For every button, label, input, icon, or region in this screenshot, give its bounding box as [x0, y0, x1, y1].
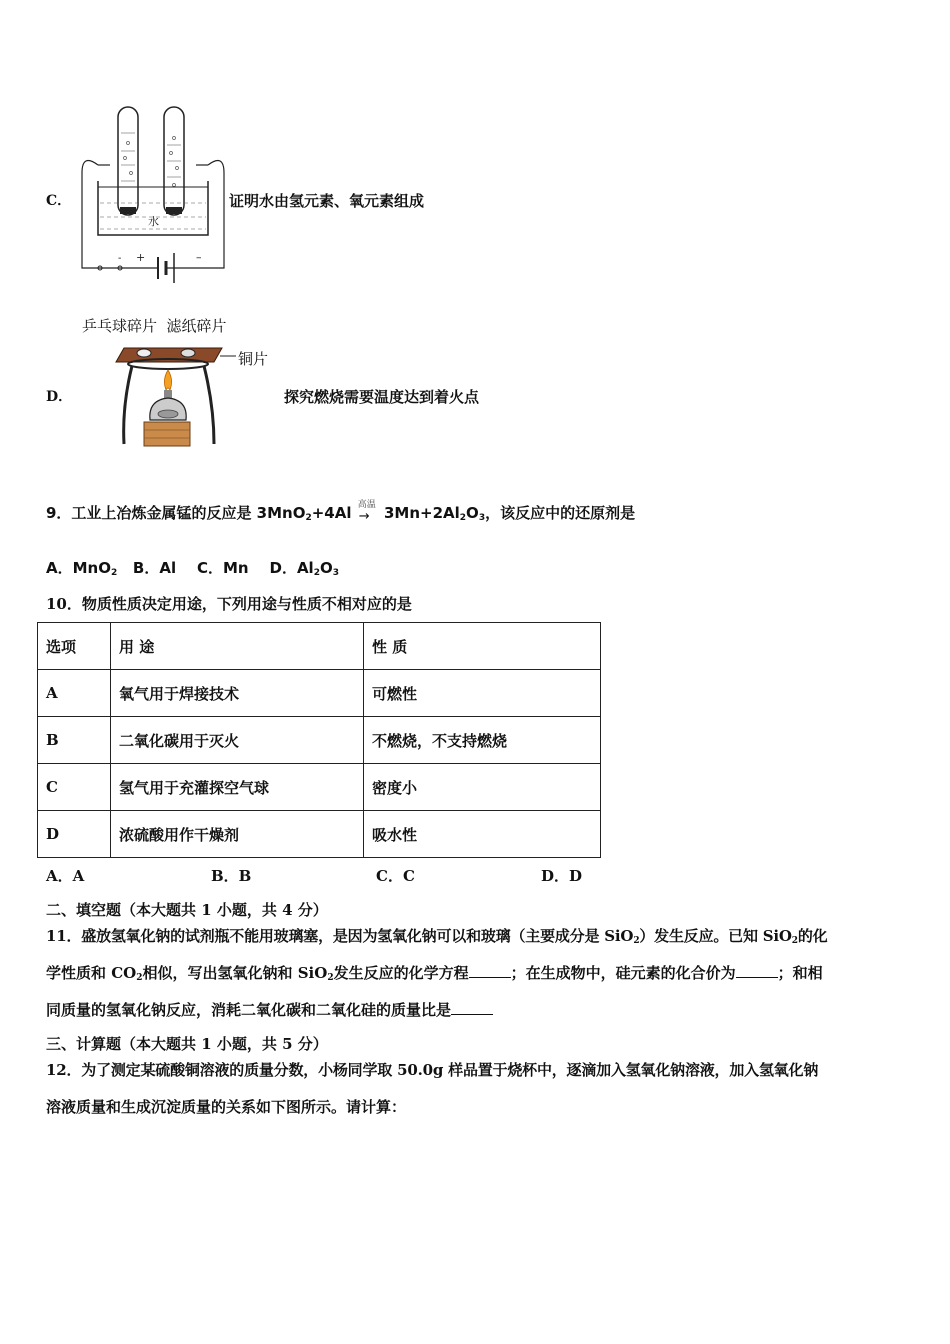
q9-option-c: C．Mn	[196, 559, 249, 577]
header-cell: 性 质	[364, 623, 601, 670]
q10-stem: 10．物质性质决定用途，下列用途与性质不相对应的是	[46, 595, 412, 613]
answer-blank	[469, 965, 511, 978]
q10-option-d: D．D	[541, 867, 583, 885]
figure-label-fragments: 乒乓球碎片 滤纸碎片	[82, 317, 227, 335]
table-header-row	[38, 623, 601, 670]
answer-blank	[736, 965, 778, 978]
q9-option-b: B．Al	[132, 559, 177, 577]
combustion-experiment-figure	[110, 336, 240, 452]
reaction-condition-arrow: 高温 →	[357, 500, 376, 524]
section2-heading: 二、填空题（本大题共 1 小题，共 4 分）	[46, 901, 328, 919]
q11-line2: 学性质和 $CO_2$相似，写出氢氧化钠和 SiO$_2$发生反应的化学方程 ；在生成物中，硅元素的化合价为 ；和相	[46, 964, 823, 983]
header-cell: 选项	[38, 623, 111, 670]
water-label: 水	[148, 215, 159, 228]
q9-option-a: A．MnO$_2$	[46, 559, 118, 578]
option-d-caption: 探究燃烧需要温度达到着火点	[284, 388, 480, 406]
q10-option-c: C．C	[376, 867, 415, 885]
svg-text:–: –	[196, 251, 202, 264]
table-row: D 浓硫酸用作干燥剂 吸水性	[38, 811, 601, 858]
table-row: B 二氧化碳用于灭火 不燃烧，不支持燃烧	[38, 717, 601, 764]
svg-text:+: +	[136, 251, 146, 264]
option-d-letter: D．	[46, 389, 73, 405]
q11-line3: 同质量的氢氧化钠反应，消耗二氧化碳和二氧化硅的质量比是	[46, 999, 493, 1020]
q12-line1: 12．为了测定某硫酸铜溶液的质量分数，小杨同学取 50.0g 样品置于烧杯中，逐滴加入氢氧化钠溶液，加入氢氧化钠	[46, 1061, 819, 1079]
q11-line1: 11．盛放氢氧化钠的试剂瓶不能用玻璃塞，是因为氢氧化钠可以和玻璃（主要成分是 SiO$_2$）发生反应。已知 SiO$_2$的化	[46, 927, 828, 946]
q10-table	[37, 622, 601, 858]
electrolysis-apparatus-figure	[78, 103, 228, 285]
q10-option-a: A．A	[46, 867, 85, 885]
q12-line2: 溶液质量和生成沉淀质量的关系如下图所示。请计算：	[46, 1098, 407, 1116]
q10-option-b: B．B	[211, 867, 252, 885]
option-c-caption: 证明水由氢元素、氧元素组成	[229, 192, 425, 210]
section3-heading: 三、计算题（本大题共 1 小题，共 5 分）	[46, 1035, 328, 1053]
figure-label-copper: 铜片	[238, 350, 269, 368]
table-row: C 氢气用于充灌探空气球 密度小	[38, 764, 601, 811]
header-cell: 用 途	[111, 623, 364, 670]
svg-text:-: -	[118, 253, 122, 264]
option-c-letter: C．	[46, 193, 72, 209]
q9-stem: 9．工业上冶炼金属锰的反应是 3MnO$_2$+4Al 高温 → $3Mn+2Al_2O_3$，该反应中的还原剂是	[46, 500, 636, 524]
q9-option-d: D．$Al_2O_3$	[269, 559, 339, 578]
table-row: A 氧气用于焊接技术 可燃性	[38, 670, 601, 717]
answer-blank	[451, 1002, 493, 1015]
q9-options	[46, 557, 339, 578]
